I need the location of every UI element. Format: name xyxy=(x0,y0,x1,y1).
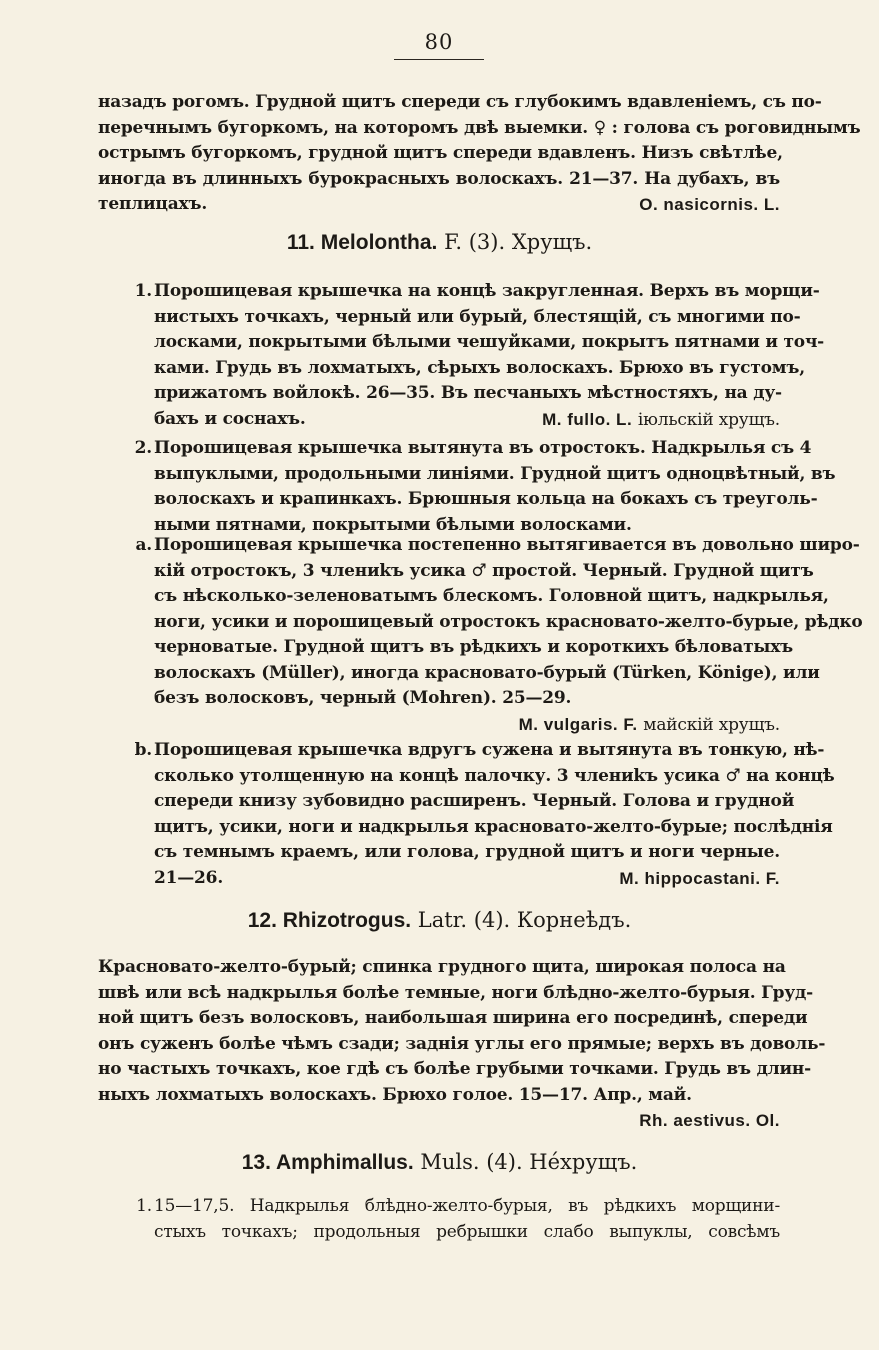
common-name: майскій хрущъ. xyxy=(643,714,780,735)
text-line: съ нѣсколько-зеленоватымъ блескомъ. Головной щитъ, надкрылья, xyxy=(154,586,829,606)
genus-heading xyxy=(0,908,879,933)
text-line: Порошицевая крышечка постепенно вытягивается въ довольно широ- xyxy=(154,535,860,555)
text-line: 21—26. xyxy=(154,867,224,888)
text-line: щитъ, усики, ноги и надкрылья красновато-желто-бурые; послѣднія xyxy=(154,816,833,837)
text-line: спереди книзу зубовидно расширенъ. Черный. Голова и грудной xyxy=(154,791,795,811)
text-line: стыхъ точкахъ; продольныя ребрышки слабо выпуклы, совсѣмъ xyxy=(154,1221,780,1242)
text-line: теплицахъ. xyxy=(98,194,208,214)
text-line: волоскахъ (Müller), иногда красновато-бурый (Türken, Könige), или xyxy=(154,662,820,683)
text-line: Порошицевая крышечка вытянута въ отростокъ. Надкрылья съ 4 xyxy=(154,438,812,458)
text-line: бахъ и соснахъ. xyxy=(154,408,306,429)
genus-heading xyxy=(0,1150,879,1175)
page-number: 80 xyxy=(424,30,454,54)
text-line: черноватые. Грудной щитъ въ рѣдкихъ и короткихъ бѣловатыхъ xyxy=(154,637,794,657)
text-line: сколько утолщенную на концѣ палочку. 3 члениkъ усика ♂ на концѣ xyxy=(154,765,835,786)
text-line: Красновато-желто-бурый; спинка грудного щита, широкая полоса на xyxy=(98,957,786,977)
text-line: перечнымъ бугоркомъ, на которомъ двѣ выемки. ♀ : голова съ роговиднымъ xyxy=(98,117,861,138)
text-line: Порошицевая крышечка вдругъ сужена и вытянута въ тонкую, нѣ- xyxy=(154,740,825,760)
species-name: O. nasicornis. L. xyxy=(639,195,780,214)
key-item xyxy=(112,533,863,738)
page-number-rule xyxy=(394,59,484,60)
species-name: M. hippocastani. F. xyxy=(619,868,780,888)
text-line: швѣ или всѣ надкрылья болѣе темные, ноги блѣдно-желто-бурыя. Груд- xyxy=(98,982,814,1003)
genus-name: 13. Amphimallus. xyxy=(241,1151,414,1174)
text-line: ныхъ лохматыхъ волоскахъ. Брюхо голое. 15—17. Апр., май. xyxy=(98,1084,692,1105)
item-number: b. xyxy=(134,740,152,760)
genus-description xyxy=(98,955,826,1134)
text-line: иногда въ длинныхъ бурокрасныхъ волоскахъ. 21—37. На дубахъ, въ xyxy=(98,168,780,189)
text-line: ными пятнами, покрытыми бѣлыми волосками. xyxy=(154,514,632,535)
text-line: съ темнымъ краемъ, или голова, грудной щитъ и ноги черные. xyxy=(154,842,780,862)
item-number: 2. xyxy=(134,438,152,458)
text-line: ноги, усики и порошицевый отростокъ красновато-желто-бурые, рѣдко xyxy=(154,611,863,632)
key-item xyxy=(112,1194,780,1245)
common-name: іюльскій хрущъ. xyxy=(637,409,780,430)
genus-author: Muls. (4). Не́хрущъ. xyxy=(420,1150,638,1174)
key-item xyxy=(112,738,835,891)
text-line: лосками, покрытыми бѣлыми чешуйками, покрытъ пятнами и точ- xyxy=(154,332,825,352)
key-item xyxy=(112,436,836,538)
text-line: волоскахъ и крапинкахъ. Брюшныя кольца на бокахъ съ треуголь- xyxy=(154,489,818,509)
text-line: безъ волосковъ, черный (Mohren). 25—29. xyxy=(154,688,572,708)
genus-name: 11. Melolontha. xyxy=(286,231,438,254)
genus-author: F. (3). Хрущъ. xyxy=(444,230,593,254)
text-line: острымъ бугоркомъ, грудной щитъ спереди вдавленъ. Низъ свѣтлѣе, xyxy=(98,143,783,163)
text-line: 15—17,5. Надкрылья блѣдно-желто-бурыя, въ рѣдкихъ морщини- xyxy=(154,1196,780,1216)
text-line: кій отростокъ, 3 члениkъ усика ♂ простой. Черный. Грудной щитъ xyxy=(154,560,814,581)
genus-name: 12. Rhizotrogus. xyxy=(247,909,412,932)
text-line: ками. Грудь въ лохматыхъ, сѣрыхъ волоскахъ. Брюхо въ густомъ, xyxy=(154,357,805,378)
text-line: прижатомъ войлокѣ. 26—35. Въ песчаныхъ мѣстностяхъ, на ду- xyxy=(154,383,782,403)
genus-author: Latr. (4). Корнеѣдъ. xyxy=(417,908,632,932)
item-number: 1. xyxy=(136,1196,152,1216)
species-name: Rh. aestivus. Ol. xyxy=(639,1111,780,1130)
text-line: назадъ рогомъ. Грудной щитъ спереди съ глубокимъ вдавленіемъ, съ по- xyxy=(98,92,822,112)
text-line: нистыхъ точкахъ, черный или бурый, блестящій, съ многими по- xyxy=(154,306,801,327)
text-line: Порошицевая крышечка на концѣ закругленная. Верхъ въ морщи- xyxy=(154,281,820,301)
text-line: онъ суженъ болѣе чѣмъ сзади; заднія углы его прямые; верхъ въ доволь- xyxy=(98,1033,826,1054)
species-name: M. fullo. L. xyxy=(542,409,633,429)
genus-heading xyxy=(0,230,879,255)
item-number: a. xyxy=(135,535,152,555)
text-line: выпуклыми, продольными линіями. Грудной щитъ одноцвѣтный, въ xyxy=(154,463,836,484)
intro-paragraph xyxy=(98,90,861,218)
text-line: но частыхъ точкахъ, кое гдѣ съ болѣе грубыми точками. Грудь въ длин- xyxy=(98,1059,812,1079)
text-line: ной щитъ безъ волосковъ, наибольшая ширина его посрединѣ, спереди xyxy=(98,1008,808,1028)
key-item xyxy=(112,279,825,433)
species-name: M. vulgaris. F. xyxy=(518,714,638,734)
item-number: 1. xyxy=(134,281,152,301)
